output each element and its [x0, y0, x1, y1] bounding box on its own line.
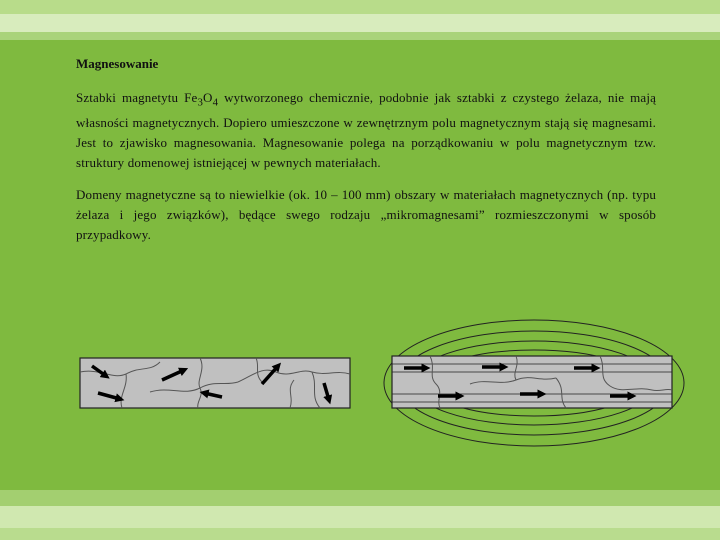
p1-sub-4: 4 [212, 96, 219, 109]
p1-sub-3: 3 [197, 96, 204, 109]
p1-mid: O [203, 90, 213, 105]
bar-left-body [80, 358, 350, 408]
p1-rest: wytworzonego chemicznie, podobnie jak sztabki z czystego żelaza, nie mają własności magnetycznych. Dopiero umieszczone w zewnętrznym polu magnetycznym stają się magnesami. Jest to zjawisko magnesowania. Magnesowanie polega na porządkowaniu w polu magnetycznym tzw. struktury domenowej istniejącej w pewnych materiałach. [76, 90, 656, 170]
unmagnetized-bar [80, 358, 350, 408]
slide-title: Magnesowanie [76, 56, 159, 71]
paragraph-domains: Domeny magnetyczne są to niewielkie (ok. 10 – 100 mm) obszary w materiałach magnetycznych (np. typu żelaza i jego związków), będące swego rodzaju „mikromagnesami” rozmieszczonymi w sposób przypadkowy. [76, 186, 656, 242]
p1-start: Sztabki magnetytu Fe [76, 90, 198, 105]
magnetized-bar [384, 320, 684, 446]
